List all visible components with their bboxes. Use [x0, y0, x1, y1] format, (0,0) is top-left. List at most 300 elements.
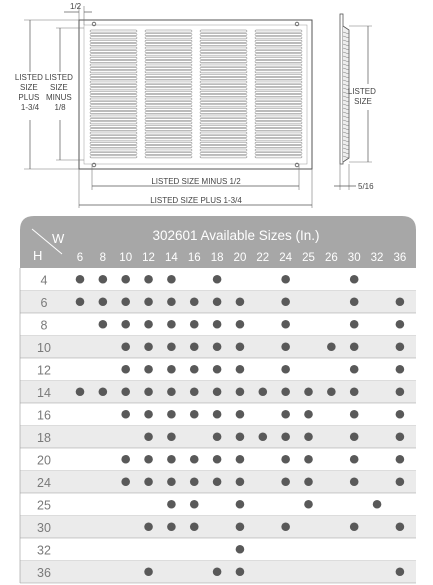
size-available-dot — [167, 410, 176, 419]
louver-blade — [145, 101, 192, 103]
height-label: 8 — [40, 318, 48, 333]
size-available-dot — [396, 342, 405, 351]
size-available-dot — [190, 320, 199, 329]
louver-blade — [200, 122, 247, 124]
louver-blade — [90, 142, 137, 144]
dim-left-outer: LISTED SIZE PLUS 1-3/4 — [14, 73, 43, 112]
size-available-dot — [236, 387, 245, 396]
louver-blade — [200, 71, 247, 73]
size-available-dot — [396, 522, 405, 531]
width-header-label: 25 — [302, 252, 315, 264]
louver-blade — [200, 146, 247, 148]
height-label: 25 — [37, 498, 51, 513]
louver-blade — [145, 125, 192, 127]
width-header-label: 20 — [233, 252, 247, 264]
size-available-dot — [190, 297, 199, 306]
louver-blade — [200, 40, 247, 42]
size-available-dot — [190, 455, 199, 464]
dim-right-listed: LISTED SIZE — [347, 87, 376, 106]
louver-blade — [145, 115, 192, 117]
louver-blade — [255, 132, 302, 134]
width-header-label: 8 — [99, 252, 107, 264]
louver-blade — [255, 47, 302, 49]
louver-blade — [200, 98, 247, 100]
louver-blade — [200, 61, 247, 63]
louver-blade — [90, 33, 137, 35]
louver-blade — [200, 57, 247, 59]
louver-blade — [145, 118, 192, 120]
size-available-dot — [144, 522, 153, 531]
size-available-dot — [213, 387, 222, 396]
size-available-dot — [236, 365, 245, 374]
louver-blade — [90, 67, 137, 69]
size-available-dot — [236, 477, 245, 486]
louver-blade — [255, 33, 302, 35]
louver-blade — [90, 74, 137, 76]
size-available-dot — [281, 320, 290, 329]
size-available-dot — [236, 567, 245, 576]
louver-blade — [90, 98, 137, 100]
size-available-dot — [121, 320, 130, 329]
size-available-dot — [304, 410, 313, 419]
dim-left-inner: LISTED SIZE MINUS 1/8 — [44, 73, 73, 112]
size-available-dot — [190, 342, 199, 351]
size-available-dot — [396, 477, 405, 486]
size-available-dot — [304, 432, 313, 441]
louver-blade — [145, 47, 192, 49]
louver-blade — [255, 91, 302, 93]
size-available-dot — [304, 455, 313, 464]
louver-blade — [90, 84, 137, 86]
louver-blade — [90, 40, 137, 42]
size-available-dot — [213, 320, 222, 329]
louver-blade — [145, 98, 192, 100]
dim-bottom-plus: LISTED SIZE PLUS 1-3/4 — [150, 196, 242, 205]
louver-blade — [90, 101, 137, 103]
louver-blade — [90, 61, 137, 63]
louver-blade — [255, 71, 302, 73]
louver-blade — [200, 47, 247, 49]
louver-blade — [145, 37, 192, 39]
size-available-dot — [190, 477, 199, 486]
louver-blade — [255, 74, 302, 76]
size-available-dot — [304, 387, 313, 396]
size-available-dot — [213, 477, 222, 486]
size-available-dot — [350, 477, 359, 486]
size-available-dot — [167, 320, 176, 329]
size-available-dot — [373, 500, 382, 509]
louver-blade — [90, 64, 137, 66]
louver-blade — [145, 61, 192, 63]
louver-blade — [255, 108, 302, 110]
louver-blade — [145, 129, 192, 131]
size-available-dot — [144, 432, 153, 441]
size-available-dot — [167, 342, 176, 351]
louver-blade — [200, 81, 247, 83]
louver-blade — [145, 57, 192, 59]
louver-blade — [255, 156, 302, 158]
louver-blade — [145, 149, 192, 151]
louver-blade — [200, 84, 247, 86]
size-available-dot — [144, 455, 153, 464]
louver-blade — [255, 139, 302, 141]
size-available-dot — [190, 410, 199, 419]
louver-blade — [200, 74, 247, 76]
louver-blade — [145, 132, 192, 134]
size-available-dot — [350, 275, 359, 284]
size-available-dot — [350, 432, 359, 441]
louver-blade — [255, 88, 302, 90]
louver-blade — [255, 122, 302, 124]
available-sizes-chart — [0, 216, 433, 585]
size-available-dot — [396, 432, 405, 441]
size-available-dot — [281, 432, 290, 441]
louver-blade — [200, 132, 247, 134]
louver-blade — [200, 67, 247, 69]
size-available-dot — [190, 522, 199, 531]
size-available-dot — [281, 455, 290, 464]
louver-blade — [255, 81, 302, 83]
grille-dimension-drawing — [0, 0, 433, 216]
size-available-dot — [281, 342, 290, 351]
size-available-dot — [121, 387, 130, 396]
width-header-label: 30 — [347, 252, 361, 264]
louver-blade — [255, 118, 302, 120]
size-available-dot — [396, 455, 405, 464]
size-available-dot — [281, 275, 290, 284]
size-available-dot — [259, 387, 268, 396]
size-available-dot — [99, 320, 108, 329]
size-available-dot — [167, 455, 176, 464]
louver-blade — [145, 112, 192, 114]
louver-blade — [255, 98, 302, 100]
louver-blade — [145, 105, 192, 107]
size-available-dot — [99, 297, 108, 306]
width-header-label: 10 — [119, 252, 133, 264]
louver-blade — [255, 67, 302, 69]
louver-blade — [255, 149, 302, 151]
louver-blade — [90, 71, 137, 73]
size-available-dot — [121, 365, 130, 374]
size-available-dot — [213, 567, 222, 576]
size-available-dot — [281, 477, 290, 486]
louver-blade — [90, 139, 137, 141]
louver-blade — [200, 101, 247, 103]
louver-blade — [145, 40, 192, 42]
size-available-dot — [236, 410, 245, 419]
louver-blade — [90, 115, 137, 117]
louver-blade — [200, 50, 247, 52]
size-available-dot — [167, 387, 176, 396]
louver-blade — [200, 30, 247, 32]
size-available-dot — [327, 387, 336, 396]
size-available-dot — [236, 545, 245, 554]
louver-blade — [200, 54, 247, 56]
dim-top-offset: 1/2 — [70, 2, 82, 11]
size-available-dot — [281, 387, 290, 396]
louver-blade — [255, 105, 302, 107]
width-header-label: 22 — [256, 252, 270, 264]
height-label: 16 — [37, 408, 51, 423]
size-available-dot — [396, 320, 405, 329]
height-label: 36 — [37, 565, 51, 580]
louver-blade — [200, 129, 247, 131]
size-available-dot — [190, 365, 199, 374]
louver-blade — [145, 139, 192, 141]
louver-blade — [255, 54, 302, 56]
louver-blade — [90, 44, 137, 46]
size-available-dot — [396, 410, 405, 419]
louver-blade — [90, 156, 137, 158]
louver-blade — [145, 122, 192, 124]
width-header-label: 36 — [393, 252, 407, 264]
width-header-label: 14 — [165, 252, 178, 264]
louver-blade — [200, 105, 247, 107]
size-available-dot — [144, 342, 153, 351]
size-available-dot — [99, 387, 108, 396]
size-available-dot — [144, 387, 153, 396]
size-available-dot — [121, 275, 130, 284]
size-available-dot — [144, 410, 153, 419]
size-available-dot — [350, 522, 359, 531]
height-label: 30 — [37, 520, 51, 535]
louver-blade — [255, 125, 302, 127]
louver-blade — [90, 149, 137, 151]
size-available-dot — [236, 320, 245, 329]
louver-blade — [200, 156, 247, 158]
size-available-dot — [121, 342, 130, 351]
size-available-dot — [213, 365, 222, 374]
louver-blade — [145, 64, 192, 66]
size-available-dot — [121, 455, 130, 464]
size-available-dot — [236, 500, 245, 509]
louver-blade — [255, 57, 302, 59]
louver-blade — [145, 88, 192, 90]
louver-blade — [200, 108, 247, 110]
corner-h-label: H — [33, 248, 43, 263]
louver-blade — [90, 152, 137, 154]
size-available-dot — [350, 342, 359, 351]
louver-blade — [200, 139, 247, 141]
height-label: 14 — [37, 385, 51, 400]
louver-blade — [145, 156, 192, 158]
louver-blade — [90, 118, 137, 120]
width-header-label: 12 — [142, 252, 155, 264]
width-header-label: 16 — [187, 252, 201, 264]
louver-blade — [255, 78, 302, 80]
louver-blade — [90, 125, 137, 127]
louver-blade — [255, 152, 302, 154]
height-label: 4 — [40, 273, 48, 288]
size-available-dot — [350, 320, 359, 329]
table-title: 302601 Available Sizes (In.) — [152, 228, 320, 243]
louver-blade — [200, 125, 247, 127]
width-header-label: 26 — [324, 252, 338, 264]
size-available-dot — [144, 275, 153, 284]
louver-blade — [90, 88, 137, 90]
size-available-dot — [213, 275, 222, 284]
size-available-dot — [144, 320, 153, 329]
width-header-label: 18 — [210, 252, 224, 264]
size-available-dot — [304, 477, 313, 486]
height-label: 10 — [37, 340, 51, 355]
louver-blade — [90, 132, 137, 134]
louver-blade — [200, 91, 247, 93]
louver-blade — [90, 47, 137, 49]
size-available-dot — [144, 297, 153, 306]
size-available-dot — [213, 455, 222, 464]
louver-blade — [200, 88, 247, 90]
size-available-dot — [213, 342, 222, 351]
size-available-dot — [121, 410, 130, 419]
size-available-dot — [236, 522, 245, 531]
louver-blade — [255, 115, 302, 117]
louver-blade — [255, 135, 302, 137]
height-label: 6 — [40, 295, 48, 310]
louver-blade — [90, 78, 137, 80]
size-available-dot — [213, 432, 222, 441]
size-available-dot — [121, 477, 130, 486]
size-available-dot — [167, 365, 176, 374]
height-label: 32 — [37, 543, 51, 558]
louver-blade — [145, 108, 192, 110]
louver-blade — [255, 61, 302, 63]
louver-blade — [145, 91, 192, 93]
size-available-dot — [281, 365, 290, 374]
louver-blade — [255, 112, 302, 114]
size-available-dot — [167, 500, 176, 509]
side-profile-flange — [340, 14, 343, 164]
louver-blade — [255, 50, 302, 52]
louver-blade — [200, 112, 247, 114]
size-available-dot — [167, 275, 176, 284]
size-available-dot — [236, 455, 245, 464]
louver-blade — [255, 101, 302, 103]
size-available-dot — [396, 365, 405, 374]
size-available-dot — [121, 297, 130, 306]
size-available-dot — [144, 477, 153, 486]
louver-blade — [90, 108, 137, 110]
louver-blade — [145, 84, 192, 86]
louver-blade — [90, 37, 137, 39]
size-available-dot — [190, 500, 199, 509]
dim-bottom-minus: LISTED SIZE MINUS 1/2 — [151, 177, 241, 186]
size-available-dot — [350, 297, 359, 306]
size-available-dot — [259, 432, 268, 441]
louver-blade — [200, 44, 247, 46]
corner-w-label: W — [52, 231, 65, 246]
dim-side-depth: 5/16 — [358, 182, 374, 191]
louver-blade — [145, 152, 192, 154]
louver-blade — [200, 78, 247, 80]
louver-blade — [90, 122, 137, 124]
louver-blade — [255, 146, 302, 148]
louver-blade — [90, 91, 137, 93]
size-available-dot — [144, 365, 153, 374]
size-available-dot — [167, 297, 176, 306]
louver-blade — [255, 64, 302, 66]
size-available-dot — [167, 432, 176, 441]
size-available-dot — [327, 342, 336, 351]
louver-blade — [200, 33, 247, 35]
size-available-dot — [396, 297, 405, 306]
size-available-dot — [167, 522, 176, 531]
size-available-dot — [76, 297, 85, 306]
louver-blade — [200, 37, 247, 39]
louver-blade — [255, 129, 302, 131]
louver-blade — [90, 57, 137, 59]
louver-blade — [90, 135, 137, 137]
louver-blade — [200, 149, 247, 151]
size-available-dot — [76, 387, 85, 396]
louver-blade — [90, 112, 137, 114]
width-header-label: 6 — [76, 252, 84, 264]
size-available-dot — [350, 455, 359, 464]
size-available-dot — [236, 432, 245, 441]
louver-blade — [255, 44, 302, 46]
width-header-label: 24 — [279, 252, 293, 264]
louver-blade — [90, 50, 137, 52]
louver-blade — [255, 40, 302, 42]
size-available-dot — [213, 297, 222, 306]
louver-blade — [145, 71, 192, 73]
louver-blade — [145, 81, 192, 83]
louver-blade — [145, 78, 192, 80]
height-label: 18 — [37, 430, 51, 445]
louver-blade — [200, 115, 247, 117]
louver-blade — [200, 118, 247, 120]
louver-blade — [90, 129, 137, 131]
size-available-dot — [350, 410, 359, 419]
louver-blade — [145, 67, 192, 69]
size-available-dot — [281, 410, 290, 419]
size-available-dot — [281, 297, 290, 306]
louver-blade — [145, 135, 192, 137]
width-header-label: 32 — [370, 252, 384, 264]
louver-blade — [90, 105, 137, 107]
louver-blade — [90, 81, 137, 83]
size-available-dot — [236, 297, 245, 306]
size-available-dot — [350, 387, 359, 396]
louver-blade — [145, 50, 192, 52]
louver-blade — [145, 146, 192, 148]
louver-blade — [145, 44, 192, 46]
size-available-dot — [167, 477, 176, 486]
louver-blade — [255, 95, 302, 97]
size-available-dot — [144, 567, 153, 576]
louver-blade — [90, 146, 137, 148]
size-available-dot — [304, 500, 313, 509]
louver-blade — [145, 142, 192, 144]
louver-blade — [90, 54, 137, 56]
louver-blade — [200, 95, 247, 97]
louver-blade — [145, 74, 192, 76]
size-available-dot — [396, 387, 405, 396]
size-available-dot — [76, 275, 85, 284]
louver-blade — [200, 152, 247, 154]
louver-blade — [145, 95, 192, 97]
louver-blade — [90, 30, 137, 32]
louver-blade — [200, 135, 247, 137]
size-available-dot — [281, 522, 290, 531]
louver-blade — [255, 84, 302, 86]
louver-blade — [200, 64, 247, 66]
louver-blade — [255, 142, 302, 144]
louver-blade — [90, 95, 137, 97]
available-sizes-table — [0, 216, 433, 585]
louver-blade — [145, 54, 192, 56]
size-available-dot — [213, 410, 222, 419]
